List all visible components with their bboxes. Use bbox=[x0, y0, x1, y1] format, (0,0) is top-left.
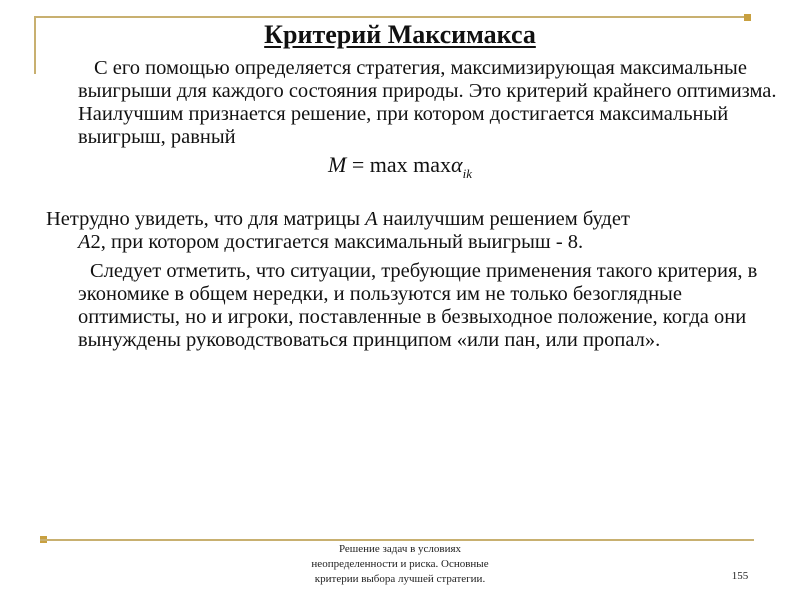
footer-line-1: Решение задач в условиях bbox=[338, 543, 462, 555]
paragraph-conclusion bbox=[46, 208, 756, 254]
page-number: 155 bbox=[731, 570, 749, 582]
conclusion-line2-text: 2, при котором достигается максимальный выигрыш - 8. bbox=[90, 231, 584, 253]
strategy-var: A bbox=[78, 231, 91, 253]
conclusion-text-post: наилучшим решением будет bbox=[377, 208, 630, 230]
bottom-divider bbox=[40, 539, 754, 541]
conclusion-text-pre: Нетрудно увидеть, что для матрицы bbox=[46, 208, 366, 230]
formula-operator: max max bbox=[369, 152, 452, 177]
paragraph-note: Следует отметить, что ситуации, требующие применения такого критерия, в экономике в общем нередки, и пользуются им не только безоглядные оптимисты, но и игроки, поставленные в безвыходное положение, когда они вынуждены руководствоваться принципом «или пан, или пропал». bbox=[78, 260, 758, 351]
paragraph-definition: С его помощью определяется стратегия, максимизирующая максимальные выигрыши для каждого состояния природы. Это критерий крайнего оптимизма. Наилучшим признается решение, при котором достигается максимальный выигрыш, равный bbox=[78, 57, 777, 148]
formula-subscript: ik bbox=[462, 166, 472, 181]
footer-caption bbox=[250, 542, 550, 587]
footer-line-2: неопределенности и риска. Основные bbox=[311, 558, 489, 570]
formula-variable: α bbox=[451, 152, 463, 177]
formula-lhs: M bbox=[328, 152, 347, 177]
formula bbox=[0, 152, 800, 182]
footer-line-3: критерии выбора лучшей стратегии. bbox=[314, 573, 486, 585]
conclusion-line2 bbox=[46, 231, 756, 254]
slide-title: Критерий Максимакса bbox=[264, 20, 536, 49]
top-divider bbox=[36, 16, 750, 18]
formula-equals: = bbox=[351, 152, 365, 177]
matrix-name: A bbox=[365, 208, 378, 230]
